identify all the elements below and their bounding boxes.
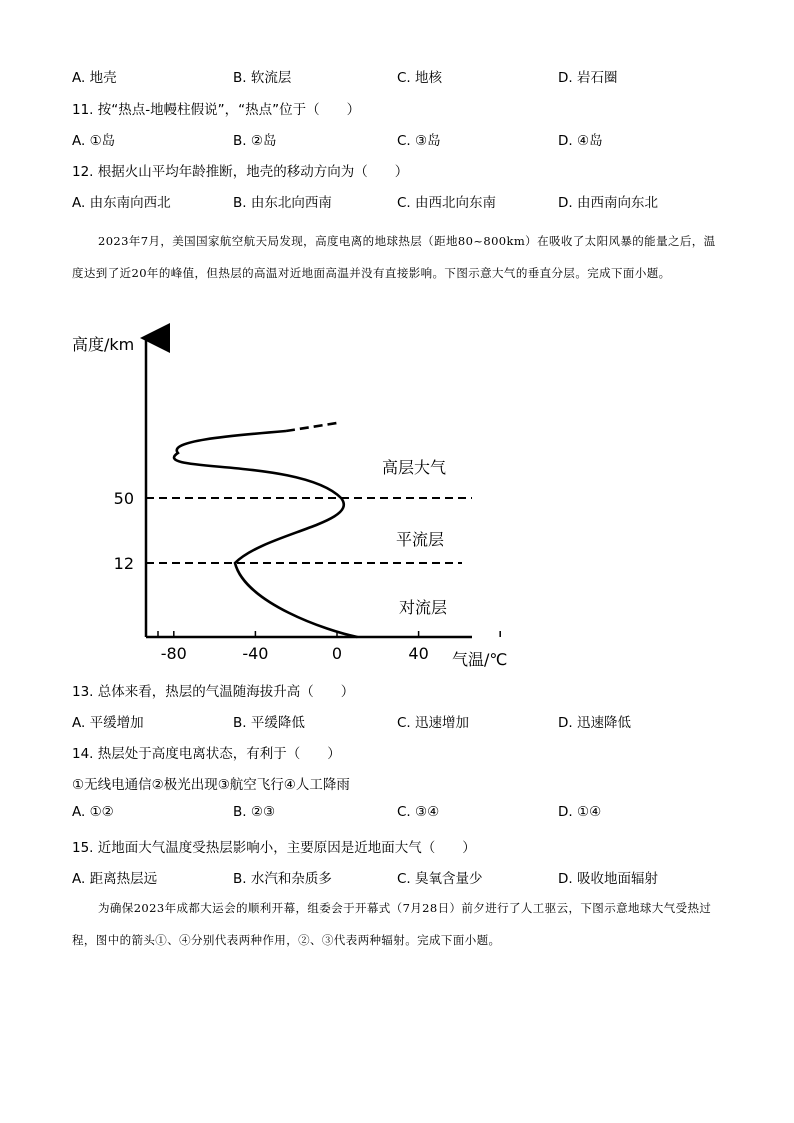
question-stem: 15. 近地面大气温度受热层影响小，主要原因是近地面大气（ ） — [72, 840, 476, 856]
y-axis-label: 高度/km — [72, 335, 135, 354]
option-b: B. 平缓降低 — [233, 715, 305, 731]
option-a: A. 由东南向西北 — [72, 195, 171, 211]
option-a: A. ①岛 — [72, 133, 116, 149]
option-a: A. 地壳 — [72, 70, 117, 86]
layer-label-troposphere: 对流层 — [399, 598, 448, 617]
option-b: B. 软流层 — [233, 70, 292, 86]
x-tick-label: -80 — [160, 644, 187, 663]
option-a: A. ①② — [72, 804, 114, 820]
option-d: D. 吸收地面辐射 — [558, 871, 658, 887]
question-stem: 13. 总体来看，热层的气温随海拔升高（ ） — [72, 684, 355, 700]
temperature-curve-extension — [286, 423, 337, 431]
question-stem: 12. 根据火山平均年龄推断，地壳的移动方向为（ ） — [72, 164, 409, 180]
option-a: A. 平缓增加 — [72, 715, 144, 731]
option-c: C. 地核 — [397, 70, 443, 86]
x-tick-label: 40 — [408, 644, 429, 663]
x-tick-label: 0 — [331, 644, 343, 663]
y-tick-label: 50 — [113, 489, 134, 508]
option-c: C. 臭氧含量少 — [397, 871, 483, 887]
option-b: B. ②③ — [233, 804, 276, 820]
temperature-curve — [174, 431, 357, 637]
layer-label-upper: 高层大气 — [382, 458, 447, 477]
option-d: D. ①④ — [558, 804, 602, 820]
option-d: D. 迅速降低 — [558, 715, 631, 731]
option-b: B. ②岛 — [233, 133, 277, 149]
option-d: D. 岩石圈 — [558, 70, 618, 86]
question-stem: 14. 热层处于高度电离状态，有利于（ ） — [72, 746, 341, 762]
option-c: C. 由西北向东南 — [397, 195, 497, 211]
x-axis-label: 气温/℃ — [452, 650, 508, 669]
passage-paragraph: 2023年7月，美国国家航空航天局发现，高度电离的地球热层（距地80~800km）在吸收了太阳风暴的能量之后，温度达到了近20年的峰值，但热层的高温对近地面高温并没有直接影响。下图示意大气的垂直分层。完成下面小题。 — [72, 234, 716, 280]
option-c: C. 迅速增加 — [397, 715, 470, 731]
option-d: D. 由西南向东北 — [558, 195, 658, 211]
question-stem: 11. 按“热点-地幔柱假说”，“热点”位于（ ） — [72, 102, 361, 118]
passage-paragraph: 为确保2023年成都大运会的顺利开幕，组委会于开幕式（7月28日）前夕进行了人工驱云，下图示意地球大气受热过程，图中的箭头①、④分别代表两种作用，②、③代表两种辐射。完成下面小题。 — [72, 901, 712, 947]
option-b: B. 水汽和杂质多 — [233, 871, 332, 887]
x-tick-label: -40 — [242, 644, 269, 663]
option-c: C. ③岛 — [397, 133, 441, 149]
option-a: A. 距离热层远 — [72, 871, 158, 887]
question-items: ①无线电通信②极光出现③航空飞行④人工降雨 — [72, 777, 350, 793]
option-c: C. ③④ — [397, 804, 440, 820]
layer-label-stratosphere: 平流层 — [396, 530, 445, 549]
option-d: D. ④岛 — [558, 133, 603, 149]
option-b: B. 由东北向西南 — [233, 195, 332, 211]
y-tick-label: 12 — [113, 554, 134, 573]
